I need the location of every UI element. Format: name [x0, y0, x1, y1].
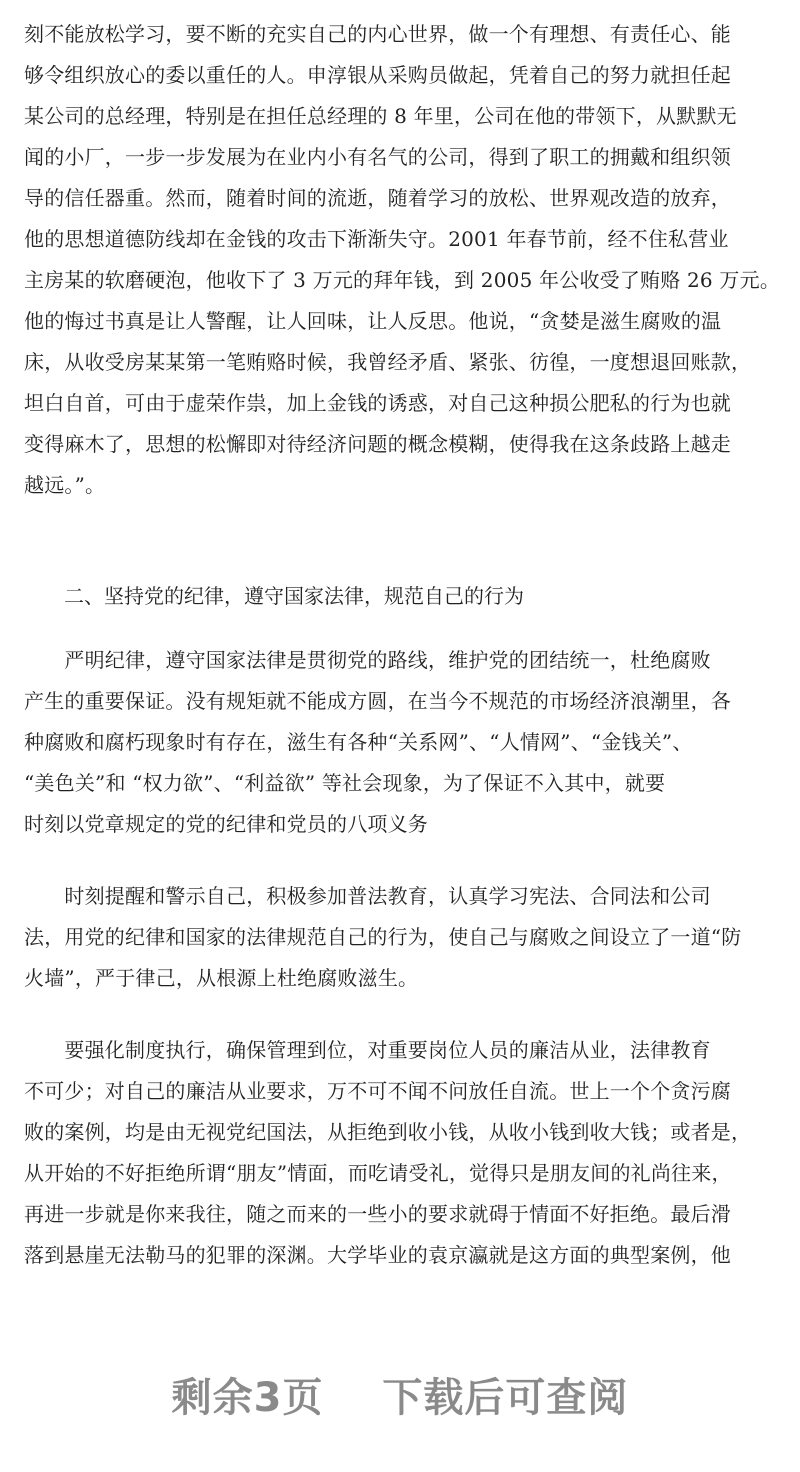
paragraph-line: 严明纪律，遵守国家法律是贯彻党的路线，维护党的团结统一，杜绝腐败 — [24, 648, 711, 672]
download-prompt[interactable] — [0, 1366, 800, 1423]
paragraph-line: 要强化制度执行，确保管理到位，对重要岗位人员的廉洁从业，法律教育 — [24, 1038, 711, 1062]
paragraph-line: 够令组织放心的委以重任的人。申淳银从采购员做起，凭着自己的努力就担任起 — [24, 63, 731, 87]
paragraph-line: 闻的小厂，一步一步发展为在业内小有名气的公司，得到了职工的拥戴和组织领 — [24, 145, 731, 169]
paragraph-line: 落到悬崖无法勒马的犯罪的深渊。大学毕业的袁京瀛就是这方面的典型案例，他 — [24, 1243, 731, 1267]
paragraph-1 — [24, 14, 781, 506]
paragraph-line: 他的悔过书真是让人警醒，让人回味，让人反思。他说，“贪婪是滋生腐败的温 — [24, 309, 722, 333]
paragraph-line: 从开始的不好拒绝所谓“朋友”情面，而吃请受礼，觉得只是朋友间的礼尚往来， — [24, 1161, 732, 1185]
paragraph-line: “美色关”和 “权力欲”、“利益欲” 等社会现象，为了保证不入其中，就要 — [24, 771, 666, 795]
paragraph-line: 种腐败和腐朽现象时有存在，滋生有各种“关系网”、“人情网”、“金钱关”、 — [24, 730, 693, 754]
paragraph-line: 刻不能放松学习，要不断的充实自己的内心世界，做一个有理想、有责任心、能 — [24, 22, 731, 46]
paragraph-line: 某公司的总经理，特别是在担任总经理的 8 年里，公司在他的带领下，从默默无 — [24, 104, 737, 128]
paragraph-line: 产生的重要保证。没有规矩就不能成方圆，在当今不规范的市场经济浪潮里，各 — [24, 689, 731, 713]
paragraph-line: 导的信任器重。然而，随着时间的流逝，随着学习的放松、世界观改造的放弃， — [24, 186, 731, 210]
watermark — [99, 510, 150, 545]
section-heading: 二、坚持党的纪律，遵守国家法律，规范自己的行为 — [24, 584, 524, 608]
paragraph-line: 再进一步就是你来我往，随之而来的一些小的要求就碍于情面不好拒绝。最后滑 — [24, 1202, 731, 1226]
paragraph-line: 坦白自首，可由于虚荣作祟，加上金钱的诱惑，对自己这种损公肥私的行为也就 — [24, 391, 731, 415]
download-to-read-label: 下载后可查阅 — [382, 1375, 629, 1421]
paragraph-line: 越远。”。 — [24, 473, 106, 497]
paragraph-line: 主房某的软磨硬泡，他收下了 3 万元的拜年钱，到 2005 年公收受了贿赂 26 万元。 — [24, 268, 781, 292]
paragraph-line: 时刻以党章规定的党的纪律和党员的八项义务 — [24, 812, 428, 836]
paragraph-line: 法，用党的纪律和国家的法律规范自己的行为，使自己与腐败之间设立了一道“防 — [24, 925, 742, 949]
paragraph-3 — [24, 876, 776, 999]
paragraph-line: 时刻提醒和警示自己，积极参加普法教育，认真学习宪法、合同法和公司 — [24, 884, 711, 908]
paragraph-line: 不可少；对自己的廉洁从业要求，万不可不闻不问放任自流。世上一个个贪污腐 — [24, 1079, 731, 1103]
paragraph-line: 他的思想道德防线却在金钱的攻击下渐渐失守。2001 年春节前，经不住私营业 — [24, 227, 729, 251]
paragraph-line: 火墙”，严于律己，从根源上杜绝腐败滋生。 — [24, 966, 419, 990]
paragraph-4 — [24, 1030, 776, 1276]
paragraph-line: 床，从收受房某某第一笔贿赂时候，我曾经矛盾、紧张、彷徨，一度想退回账款， — [24, 350, 752, 374]
paragraph-line: 变得麻木了，思想的松懈即对待经济问题的概念模糊，使得我在这条歧路上越走 — [24, 432, 731, 456]
remaining-pages-label: 剩余3页 — [171, 1375, 324, 1421]
paragraph-2 — [24, 640, 776, 845]
paragraph-line: 败的案例，均是由无视党纪国法，从拒绝到收小钱，从收小钱到收大钱；或者是， — [24, 1120, 752, 1144]
